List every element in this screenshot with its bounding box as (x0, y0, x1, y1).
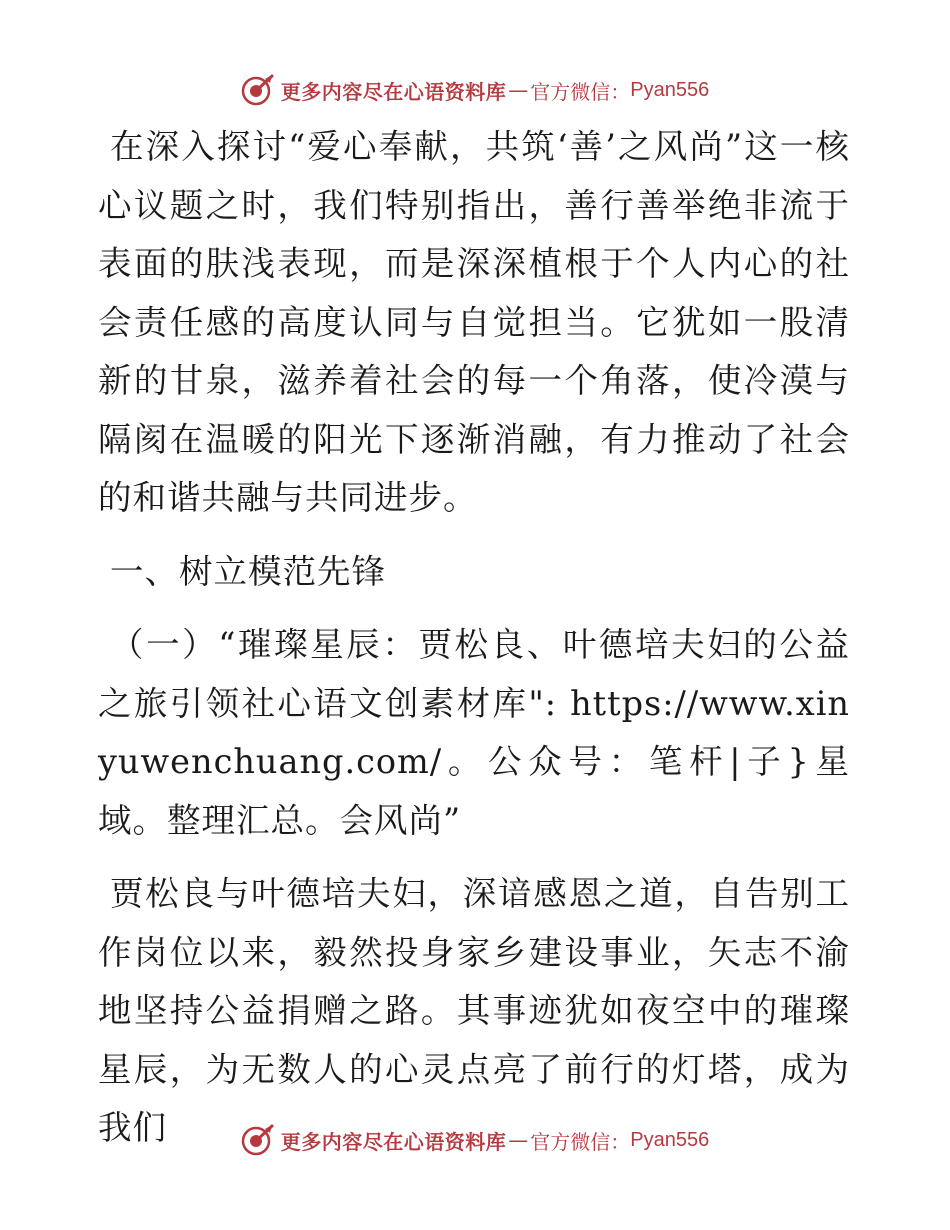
banner-separator: — (508, 1128, 529, 1152)
section-heading: 一、树立模范先锋 (110, 551, 386, 591)
header-watermark-banner (0, 70, 950, 110)
wechat-id: Pyan556 (630, 78, 710, 101)
wechat-label: 官方微信： (530, 1129, 631, 1154)
subsection-heading: （一）“璀璨星辰：贾松良、叶德培夫妇的公益之旅引领社心语文创素材库": https://www.xinyuwenchuang.com/。公众号：笔杆|子}星域。整理汇总。会风尚” (98, 625, 850, 840)
wechat-label: 官方微信： (530, 79, 631, 104)
wechat-id: Pyan556 (630, 1128, 710, 1151)
library-name: 更多内容尽在心语资料库 (280, 79, 507, 104)
body-paragraph: 贾松良与叶德培夫妇，深谙感恩之道，自告别工作岗位以来，毅然投身家乡建设事业，矢志不渝地坚持公益捐赠之路。其事迹犹如夜空中的璀璨星辰，为无数人的心灵点亮了前行的灯塔，成为我们 (98, 874, 850, 1147)
document-body (98, 118, 850, 1158)
footer-watermark-banner (0, 1120, 950, 1160)
library-name: 更多内容尽在心语资料库 (280, 1129, 507, 1154)
banner-separator: — (508, 78, 529, 102)
quill-seal-icon (241, 73, 275, 107)
intro-paragraph: 在深入探讨“爱心奉献，共筑‘善’之风尚”这一核心议题之时，我们特别指出，善行善举绝非流于表面的肤浅表现，而是深深植根于个人内心的社会责任感的高度认同与自觉担当。它犹如一股清新的甘泉，滋养着社会的每一个角落，使冷漠与隔阂在温暖的阳光下逐渐消融，有力推动了社会的和谐共融与共同进步。 (98, 127, 850, 517)
quill-seal-icon (241, 1123, 275, 1157)
